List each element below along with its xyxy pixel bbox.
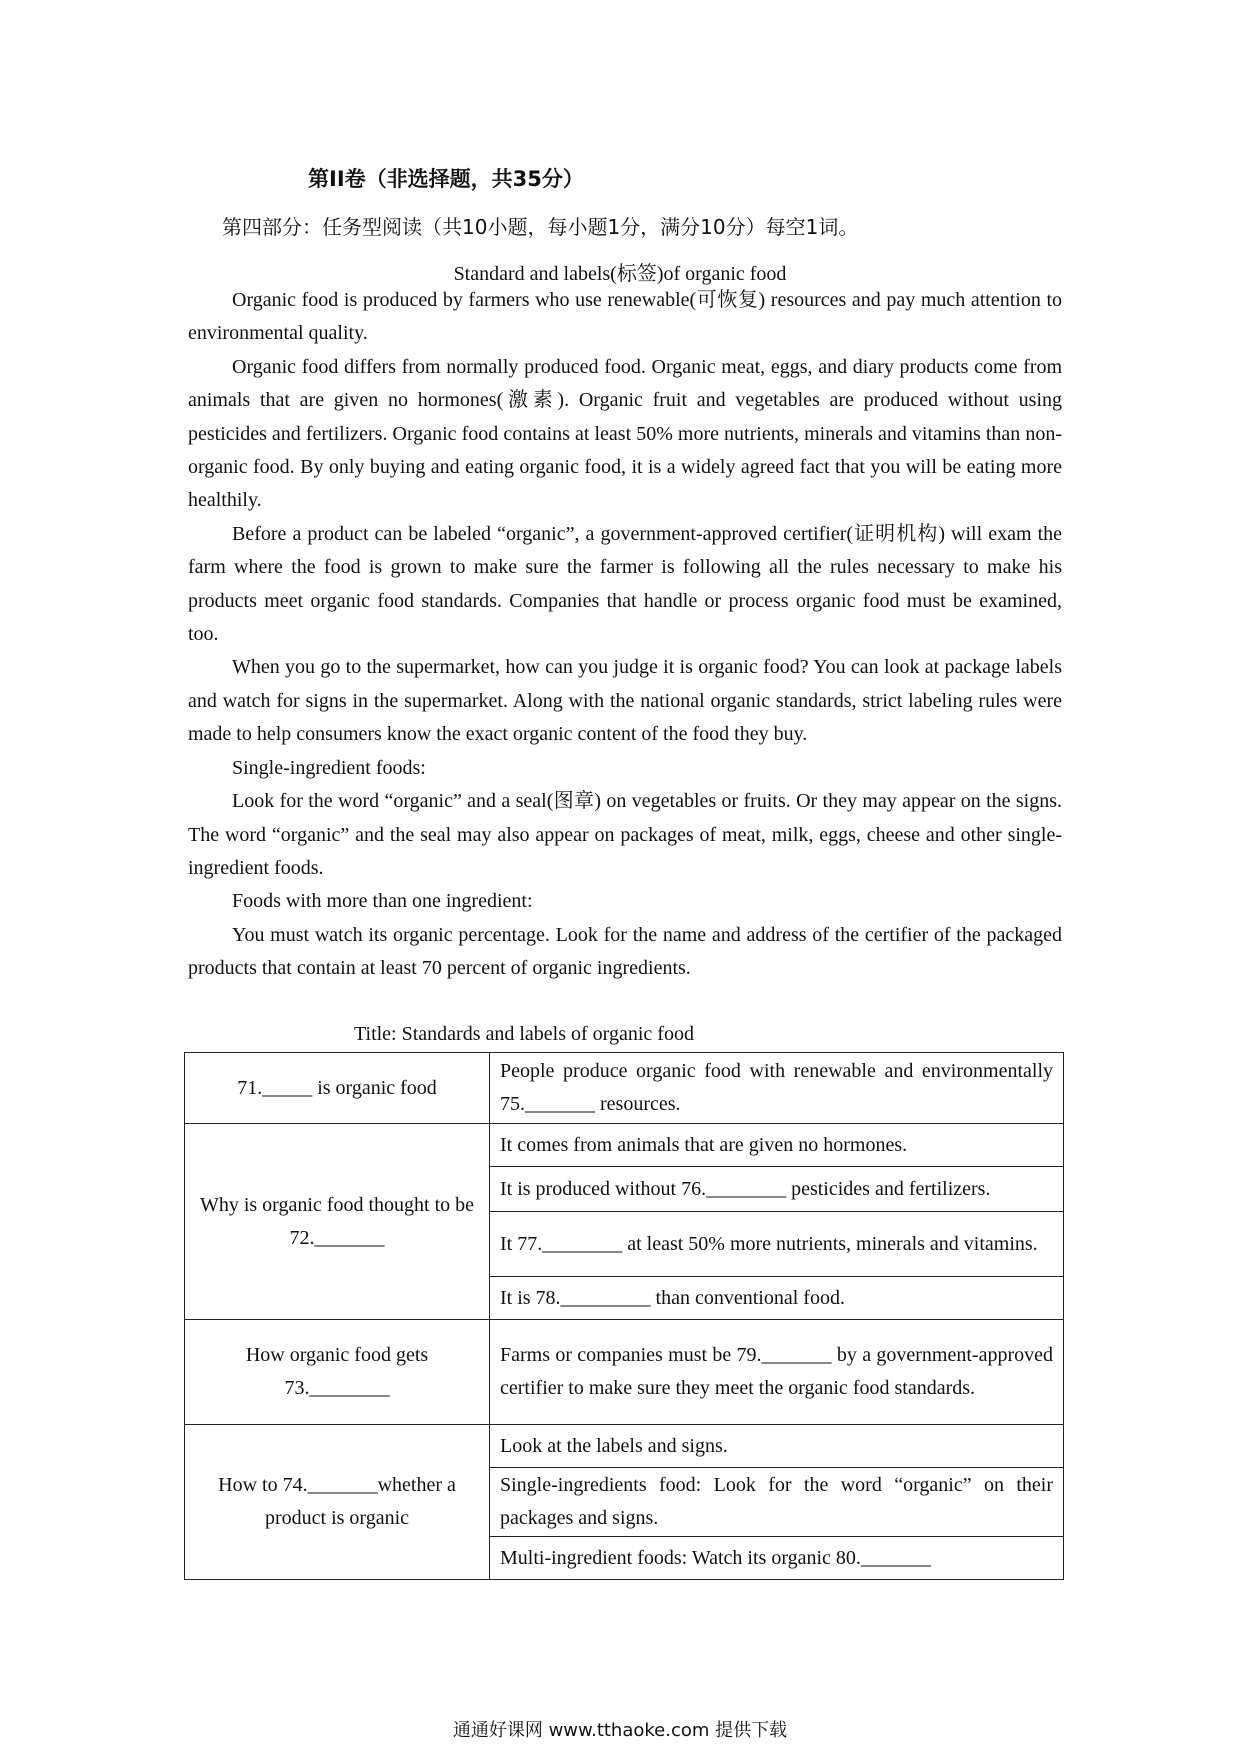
table-right-cell: It is produced without 76.________ pesticides and fertilizers. <box>490 1167 1064 1212</box>
table-row <box>185 1124 1064 1167</box>
article-subheading: Single-ingredient foods: <box>232 756 426 779</box>
article-title: Standard and labels(标签)of organic food <box>453 263 787 285</box>
table-right-cell: Farms or companies must be 79._______ by a government-approved certifier to make sure they meet the organic food standards. <box>490 1320 1064 1425</box>
table-right-cell: Multi-ingredient foods: Watch its organic 80._______ <box>490 1537 1064 1580</box>
table-right-cell: Look at the labels and signs. <box>490 1425 1064 1468</box>
table-row <box>185 1425 1064 1468</box>
table-right-cell: It 77.________ at least 50% more nutrients, minerals and vitamins. <box>490 1212 1064 1277</box>
table-left-cell: How to 74._______whether a product is organic <box>185 1425 490 1580</box>
article-paragraph: Organic food is produced by farmers who use renewable(可恢复) resources and pay much attention to environmental quality. <box>188 289 1062 345</box>
article-paragraph: Organic food differs from normally produced food. Organic meat, eggs, and diary products come from animals that are given no hormones(激素). Organic fruit and vegetables are produced without using pesticides and fertilizers. Organic food contains at least 50% more nutrients, minerals and vitamins than non-organic food. By only buying and eating organic food, it is a widely agreed fact that you will be eating more healthily. <box>188 355 1062 512</box>
article-body <box>188 284 1062 986</box>
table-right-cell: People produce organic food with renewable and environmentally 75._______ resources. <box>490 1053 1064 1124</box>
article-paragraph: You must watch its organic percentage. Look for the name and address of the certifier of the packaged products that contain at least 70 percent of organic ingredients. <box>188 923 1062 980</box>
section-title: 第II卷（非选择题，共35分） <box>308 167 584 191</box>
table-left-cell: How organic food gets 73.________ <box>185 1320 490 1425</box>
table-right-cell: Single-ingredients food: Look for the word “organic” on their packages and signs. <box>490 1468 1064 1537</box>
task-table <box>184 1052 1064 1580</box>
article-paragraph: Before a product can be labeled “organic”, a government-approved certifier(证明机构) will exam the farm where the food is grown to make sure the farmer is following all the rules necessary to make his products meet organic food standards. Companies that handle or process organic food must be examined, too. <box>188 522 1062 646</box>
table-right-cell: It is 78._________ than conventional food. <box>490 1277 1064 1320</box>
table-row <box>185 1053 1064 1124</box>
table-left-cell: 71._____ is organic food <box>185 1053 490 1124</box>
part-instruction: 第四部分：任务型阅读（共10小题，每小题1分，满分10分）每空1词。 <box>222 215 859 239</box>
footer-watermark: 通通好课网 www.tthaoke.com 提供下载 <box>452 1720 788 1741</box>
article-paragraph: Look for the word “organic” and a seal(图章) on vegetables or fruits. Or they may appear on the signs. The word “organic” and the seal may also appear on packages of meat, milk, eggs, cheese and other single-ingredient foods. <box>188 790 1062 879</box>
table-left-cell: Why is organic food thought to be 72._______ <box>185 1124 490 1320</box>
article-subheading: Foods with more than one ingredient: <box>232 890 533 913</box>
table-title: Title: Standards and labels of organic food <box>354 1023 694 1045</box>
article-paragraph: When you go to the supermarket, how can you judge it is organic food? You can look at package labels and watch for signs in the supermarket. Along with the national organic standards, strict labeling rules were made to help consumers know the exact organic content of the food they buy. <box>188 656 1062 746</box>
table-row <box>185 1320 1064 1425</box>
table-right-cell: It comes from animals that are given no hormones. <box>490 1124 1064 1167</box>
